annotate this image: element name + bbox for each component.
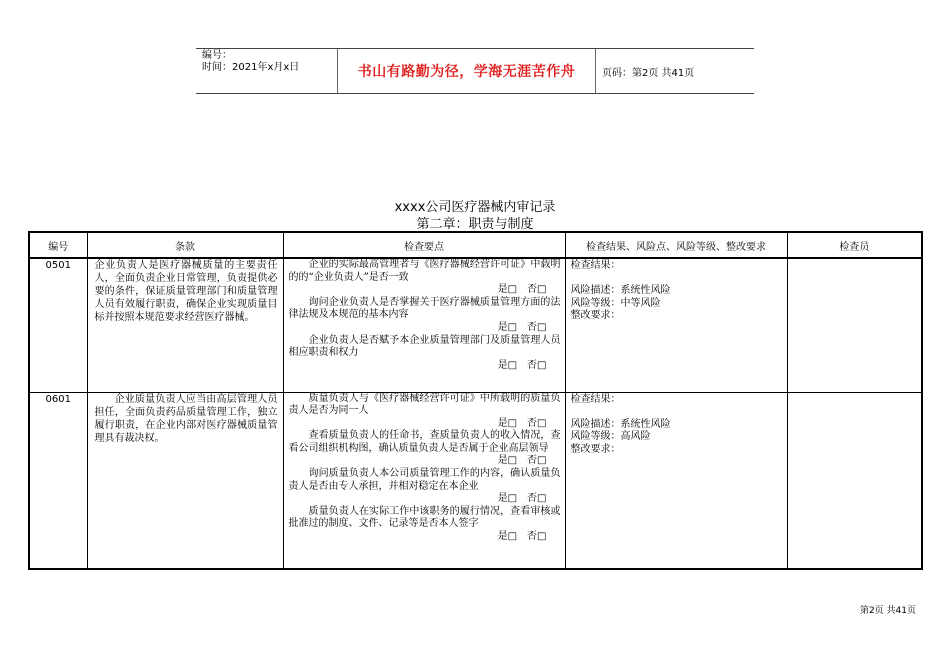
header-meta — [196, 49, 338, 93]
header-id: 编号 — [29, 232, 87, 258]
result-label: 检查结果： — [570, 260, 621, 271]
header-page-info — [596, 49, 754, 93]
header-motto-cell — [338, 49, 596, 93]
rectify-label: 整改要求： — [570, 443, 621, 455]
header-result: 检查结果、风险点、风险等级、整改要求 — [565, 232, 787, 258]
yes-no-checkbox[interactable]: 是□ 否□ — [497, 455, 547, 467]
audit-table — [28, 231, 923, 570]
page-info-text: 页码：第2页 共41页 — [602, 67, 695, 79]
row-check-points — [283, 392, 565, 569]
check-point: 询问质量负责人本公司质量管理工作的内容，确认质量负责人是否由专人承担，并相对稳定在本企业 — [288, 468, 561, 492]
result-label: 检查结果： — [570, 393, 621, 405]
row-result — [565, 258, 787, 392]
check-point: 企业的实际最高管理者与《医疗器械经营许可证》中载明的的“企业负责人”是否一致 — [288, 259, 561, 283]
risk-level: 风险等级：高风险 — [570, 431, 651, 443]
rectify-label: 整改要求： — [570, 310, 621, 322]
risk-description: 风险描述：系统性风险 — [570, 418, 671, 430]
check-point: 企业负责人是否赋予本企业质量管理部门及质量管理人员相应职责和权力 — [288, 334, 561, 359]
yes-no-checkbox[interactable]: 是□ 否□ — [497, 493, 547, 505]
row-check-points — [283, 258, 565, 392]
yes-no-checkbox[interactable]: 是□ 否□ — [497, 531, 547, 543]
row-clause — [87, 392, 283, 569]
check-point: 质量负责人与《医疗器械经营许可证》中所载明的质量负责人是否为同一人 — [288, 392, 561, 417]
row-id: 0601 — [29, 392, 87, 569]
yes-no-checkbox[interactable]: 是□ 否□ — [497, 321, 547, 333]
table-header-row — [29, 232, 922, 258]
table-row — [29, 258, 922, 392]
check-point: 询问企业负责人是否掌握关于医疗器械质量管理方面的法律法规及本规范的基本内容 — [288, 296, 561, 321]
check-point: 查看质量负责人的任命书，查质量负责人的收入情况，查看公司组织机构图，确认质量负责人是否属于企业高层领导 — [288, 430, 561, 454]
yes-no-checkbox[interactable]: 是□ 否□ — [497, 284, 547, 296]
motto-text: 书山有路勤为径，学海无涯苦作舟 — [357, 64, 576, 80]
row-result — [565, 392, 787, 569]
row-inspector[interactable] — [787, 392, 922, 569]
yes-no-checkbox[interactable]: 是□ 否□ — [497, 417, 547, 429]
time-label: 时间：2021年x月x日 — [202, 62, 300, 73]
row-id: 0501 — [29, 258, 87, 392]
header-inspector: 检查员 — [787, 232, 922, 258]
number-label: 编号： — [202, 50, 232, 61]
page-footer: 第2页 共41页 — [859, 606, 916, 616]
risk-level: 风险等级：中等风险 — [570, 297, 661, 309]
page-header — [196, 48, 754, 94]
chapter-title: 第二章：职责与制度 — [416, 217, 534, 232]
table-row — [29, 392, 922, 569]
row-inspector[interactable] — [787, 258, 922, 392]
risk-description: 风险描述：系统性风险 — [570, 285, 671, 297]
document-title: xxxx公司医疗器械内审记录 — [394, 200, 556, 215]
yes-no-checkbox[interactable]: 是□ 否□ — [497, 359, 547, 371]
clause-text: 企业质量负责人应当由高层管理人员担任，全面负责药品质量管理工作，独立履行职责，在企业内部对医疗器械质量管理具有裁决权。 — [94, 393, 278, 444]
header-clause: 条款 — [87, 232, 283, 258]
row-clause: 企业负责人是医疗器械质量的主要责任人，全面负责企业日常管理，负责提供必要的条件，保证质量管理部门和质量管理人员有效履行职责，确保企业实现质量目标并按照本规范要求经营医疗器械。 — [87, 258, 283, 392]
header-points: 检查要点 — [283, 232, 565, 258]
check-point: 质量负责人在实际工作中该职务的履行情况，查看审核或批准过的制度、文件、记录等是否本人签字 — [288, 505, 561, 530]
